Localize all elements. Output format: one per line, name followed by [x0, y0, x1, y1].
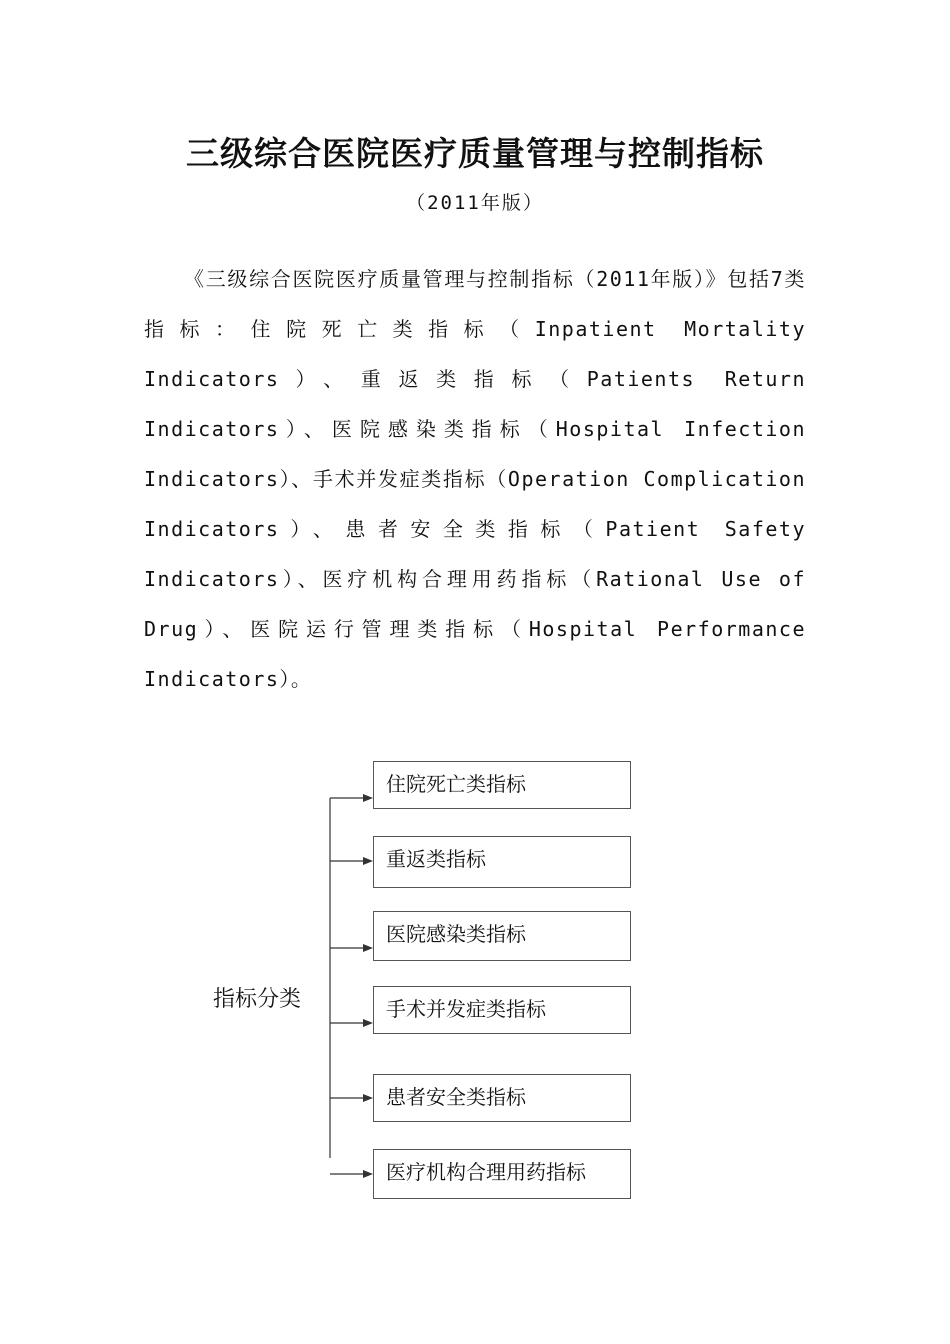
- category-box: 住院死亡类指标: [373, 761, 631, 809]
- category-box: 重返类指标: [373, 836, 631, 888]
- arrow-head-icon: [363, 857, 373, 865]
- category-box: 医疗机构合理用药指标: [373, 1149, 631, 1199]
- category-box: 手术并发症类指标: [373, 986, 631, 1034]
- arrow-head-icon: [363, 1094, 373, 1102]
- diagram-root-label: 指标分类: [213, 987, 302, 1012]
- arrow-head-icon: [363, 1019, 373, 1027]
- document-title: 三级综合医院医疗质量管理与控制指标: [186, 134, 764, 173]
- intro-paragraph: 《三级综合医院医疗质量管理与控制指标（2011年版）》包括7类指标：住院死亡类指标（Inpatient Mortality Indicators）、重返类指标（Patients Return Indicators）、医院感染类指标（Hospital Infection Indicators）、手术并发症类指标（Operation Complication Indicators）、患者安全类指标（Patient Safety Indicators）、医疗机构合理用药指标（Rational Use of Drug）、医院运行管理类指标（Hospital Performance Indicators）。: [144, 267, 806, 691]
- arrow-head-icon: [363, 794, 373, 802]
- category-box: 患者安全类指标: [373, 1074, 631, 1122]
- arrow-head-icon: [363, 1170, 373, 1178]
- document-subtitle: （2011年版）: [406, 192, 544, 214]
- arrow-head-icon: [363, 944, 373, 952]
- category-box: 医院感染类指标: [373, 911, 631, 961]
